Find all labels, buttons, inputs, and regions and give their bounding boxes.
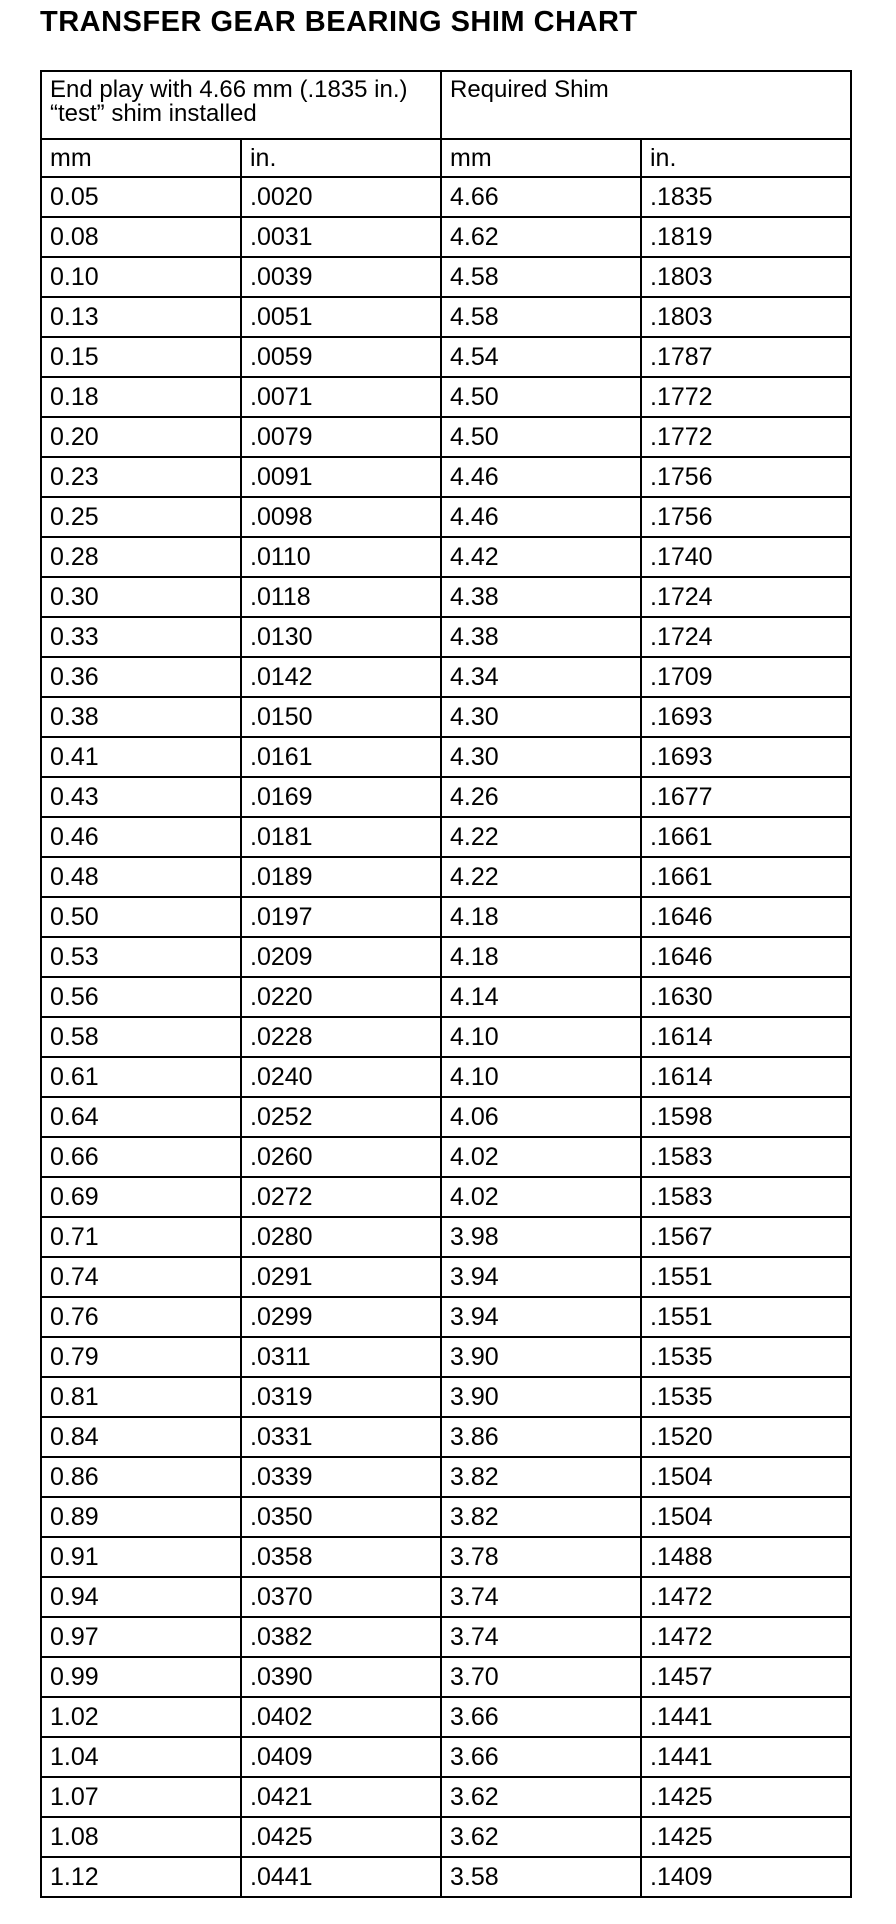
shim-mm-cell: 4.14 bbox=[441, 977, 641, 1017]
shim-mm-cell: 3.74 bbox=[441, 1617, 641, 1657]
endplay-mm-cell: 1.12 bbox=[41, 1857, 241, 1897]
table-row bbox=[41, 257, 851, 297]
shim-mm-cell: 3.62 bbox=[441, 1777, 641, 1817]
endplay-mm-cell: 0.46 bbox=[41, 817, 241, 857]
shim-chart-table bbox=[40, 70, 852, 1898]
endplay-in-cell: .0110 bbox=[241, 537, 441, 577]
shim-in-cell: .1504 bbox=[641, 1457, 851, 1497]
endplay-mm-cell: 0.30 bbox=[41, 577, 241, 617]
shim-in-cell: .1803 bbox=[641, 257, 851, 297]
endplay-mm-cell: 0.97 bbox=[41, 1617, 241, 1657]
table-row bbox=[41, 1777, 851, 1817]
endplay-mm-cell: 0.23 bbox=[41, 457, 241, 497]
shim-mm-cell: 4.06 bbox=[441, 1097, 641, 1137]
endplay-mm-cell: 1.08 bbox=[41, 1817, 241, 1857]
endplay-in-cell: .0370 bbox=[241, 1577, 441, 1617]
endplay-in-cell: .0181 bbox=[241, 817, 441, 857]
endplay-mm-cell: 0.25 bbox=[41, 497, 241, 537]
endplay-in-cell: .0079 bbox=[241, 417, 441, 457]
shim-mm-cell: 3.94 bbox=[441, 1297, 641, 1337]
endplay-in-cell: .0130 bbox=[241, 617, 441, 657]
table-row bbox=[41, 1417, 851, 1457]
endplay-in-cell: .0240 bbox=[241, 1057, 441, 1097]
shim-mm-cell: 4.46 bbox=[441, 457, 641, 497]
shim-in-cell: .1551 bbox=[641, 1257, 851, 1297]
shim-mm-cell: 4.62 bbox=[441, 217, 641, 257]
unit-in-endplay: in. bbox=[241, 139, 441, 177]
endplay-in-cell: .0331 bbox=[241, 1417, 441, 1457]
table-row bbox=[41, 1657, 851, 1697]
shim-mm-cell: 3.66 bbox=[441, 1737, 641, 1777]
endplay-in-cell: .0311 bbox=[241, 1337, 441, 1377]
endplay-in-cell: .0209 bbox=[241, 937, 441, 977]
shim-in-cell: .1803 bbox=[641, 297, 851, 337]
table-row bbox=[41, 1457, 851, 1497]
shim-in-cell: .1661 bbox=[641, 817, 851, 857]
shim-in-cell: .1756 bbox=[641, 457, 851, 497]
endplay-mm-cell: 0.94 bbox=[41, 1577, 241, 1617]
shim-in-cell: .1740 bbox=[641, 537, 851, 577]
shim-in-cell: .1488 bbox=[641, 1537, 851, 1577]
shim-in-cell: .1677 bbox=[641, 777, 851, 817]
endplay-mm-cell: 0.36 bbox=[41, 657, 241, 697]
shim-in-cell: .1409 bbox=[641, 1857, 851, 1897]
shim-in-cell: .1551 bbox=[641, 1297, 851, 1337]
shim-mm-cell: 3.82 bbox=[441, 1457, 641, 1497]
shim-mm-cell: 3.74 bbox=[441, 1577, 641, 1617]
endplay-mm-cell: 0.71 bbox=[41, 1217, 241, 1257]
table-row bbox=[41, 1497, 851, 1537]
shim-mm-cell: 4.58 bbox=[441, 257, 641, 297]
shim-mm-cell: 4.42 bbox=[441, 537, 641, 577]
table-row bbox=[41, 1737, 851, 1777]
shim-mm-cell: 3.94 bbox=[441, 1257, 641, 1297]
endplay-mm-cell: 0.66 bbox=[41, 1137, 241, 1177]
shim-mm-cell: 4.22 bbox=[441, 817, 641, 857]
endplay-mm-cell: 1.04 bbox=[41, 1737, 241, 1777]
shim-mm-cell: 4.34 bbox=[441, 657, 641, 697]
table-row bbox=[41, 417, 851, 457]
endplay-in-cell: .0272 bbox=[241, 1177, 441, 1217]
table-row bbox=[41, 1257, 851, 1297]
endplay-mm-cell: 0.41 bbox=[41, 737, 241, 777]
endplay-mm-cell: 0.69 bbox=[41, 1177, 241, 1217]
endplay-mm-cell: 0.89 bbox=[41, 1497, 241, 1537]
shim-in-cell: .1614 bbox=[641, 1017, 851, 1057]
shim-mm-cell: 3.98 bbox=[441, 1217, 641, 1257]
endplay-in-cell: .0291 bbox=[241, 1257, 441, 1297]
table-row bbox=[41, 857, 851, 897]
endplay-in-cell: .0091 bbox=[241, 457, 441, 497]
table-row bbox=[41, 1057, 851, 1097]
endplay-in-cell: .0118 bbox=[241, 577, 441, 617]
shim-mm-cell: 4.46 bbox=[441, 497, 641, 537]
shim-in-cell: .1661 bbox=[641, 857, 851, 897]
shim-mm-cell: 3.90 bbox=[441, 1337, 641, 1377]
table-row bbox=[41, 297, 851, 337]
table-row bbox=[41, 177, 851, 217]
shim-in-cell: .1457 bbox=[641, 1657, 851, 1697]
shim-mm-cell: 4.22 bbox=[441, 857, 641, 897]
shim-in-cell: .1772 bbox=[641, 377, 851, 417]
shim-in-cell: .1425 bbox=[641, 1777, 851, 1817]
table-row bbox=[41, 1537, 851, 1577]
shim-in-cell: .1425 bbox=[641, 1817, 851, 1857]
shim-mm-cell: 4.10 bbox=[441, 1017, 641, 1057]
endplay-mm-cell: 0.20 bbox=[41, 417, 241, 457]
table-row bbox=[41, 1377, 851, 1417]
shim-in-cell: .1646 bbox=[641, 937, 851, 977]
table-row bbox=[41, 1817, 851, 1857]
endplay-in-cell: .0280 bbox=[241, 1217, 441, 1257]
unit-mm-shim: mm bbox=[441, 139, 641, 177]
endplay-in-cell: .0189 bbox=[241, 857, 441, 897]
endplay-mm-cell: 0.91 bbox=[41, 1537, 241, 1577]
endplay-mm-cell: 0.05 bbox=[41, 177, 241, 217]
endplay-mm-cell: 0.99 bbox=[41, 1657, 241, 1697]
endplay-mm-cell: 0.61 bbox=[41, 1057, 241, 1097]
shim-mm-cell: 3.66 bbox=[441, 1697, 641, 1737]
endplay-in-cell: .0402 bbox=[241, 1697, 441, 1737]
shim-in-cell: .1819 bbox=[641, 217, 851, 257]
shim-in-cell: .1598 bbox=[641, 1097, 851, 1137]
endplay-in-cell: .0421 bbox=[241, 1777, 441, 1817]
endplay-in-cell: .0252 bbox=[241, 1097, 441, 1137]
endplay-mm-cell: 1.07 bbox=[41, 1777, 241, 1817]
endplay-in-cell: .0098 bbox=[241, 497, 441, 537]
endplay-in-cell: .0339 bbox=[241, 1457, 441, 1497]
endplay-in-cell: .0031 bbox=[241, 217, 441, 257]
shim-mm-cell: 4.38 bbox=[441, 617, 641, 657]
endplay-in-cell: .0319 bbox=[241, 1377, 441, 1417]
endplay-in-cell: .0197 bbox=[241, 897, 441, 937]
chart-body bbox=[41, 71, 851, 1897]
shim-mm-cell: 3.86 bbox=[441, 1417, 641, 1457]
endplay-mm-cell: 0.50 bbox=[41, 897, 241, 937]
endplay-mm-cell: 0.84 bbox=[41, 1417, 241, 1457]
table-row bbox=[41, 1857, 851, 1897]
units-row bbox=[41, 139, 851, 177]
shim-in-cell: .1535 bbox=[641, 1337, 851, 1377]
endplay-mm-cell: 0.86 bbox=[41, 1457, 241, 1497]
endplay-in-cell: .0228 bbox=[241, 1017, 441, 1057]
shim-mm-cell: 4.18 bbox=[441, 897, 641, 937]
shim-mm-cell: 4.26 bbox=[441, 777, 641, 817]
endplay-in-cell: .0220 bbox=[241, 977, 441, 1017]
shim-mm-cell: 3.70 bbox=[441, 1657, 641, 1697]
endplay-mm-cell: 0.28 bbox=[41, 537, 241, 577]
endplay-in-cell: .0382 bbox=[241, 1617, 441, 1657]
shim-in-cell: .1724 bbox=[641, 617, 851, 657]
shim-in-cell: .1583 bbox=[641, 1177, 851, 1217]
endplay-in-cell: .0169 bbox=[241, 777, 441, 817]
table-row bbox=[41, 817, 851, 857]
table-row bbox=[41, 937, 851, 977]
shim-in-cell: .1567 bbox=[641, 1217, 851, 1257]
table-row bbox=[41, 1177, 851, 1217]
shim-mm-cell: 4.50 bbox=[441, 377, 641, 417]
endplay-in-cell: .0039 bbox=[241, 257, 441, 297]
endplay-in-cell: .0409 bbox=[241, 1737, 441, 1777]
endplay-mm-cell: 0.38 bbox=[41, 697, 241, 737]
endplay-mm-cell: 0.10 bbox=[41, 257, 241, 297]
endplay-mm-cell: 0.79 bbox=[41, 1337, 241, 1377]
endplay-mm-cell: 0.81 bbox=[41, 1377, 241, 1417]
shim-mm-cell: 4.54 bbox=[441, 337, 641, 377]
shim-in-cell: .1693 bbox=[641, 697, 851, 737]
shim-in-cell: .1583 bbox=[641, 1137, 851, 1177]
table-row bbox=[41, 697, 851, 737]
shim-mm-cell: 4.50 bbox=[441, 417, 641, 457]
shim-in-cell: .1441 bbox=[641, 1737, 851, 1777]
endplay-mm-cell: 0.48 bbox=[41, 857, 241, 897]
page-title: TRANSFER GEAR BEARING SHIM CHART bbox=[40, 6, 638, 38]
endplay-in-cell: .0051 bbox=[241, 297, 441, 337]
endplay-in-cell: .0150 bbox=[241, 697, 441, 737]
table-row bbox=[41, 217, 851, 257]
shim-mm-cell: 4.02 bbox=[441, 1137, 641, 1177]
endplay-in-cell: .0441 bbox=[241, 1857, 441, 1897]
table-row bbox=[41, 617, 851, 657]
table-row bbox=[41, 1017, 851, 1057]
shim-mm-cell: 3.62 bbox=[441, 1817, 641, 1857]
endplay-in-cell: .0425 bbox=[241, 1817, 441, 1857]
shim-mm-cell: 3.90 bbox=[441, 1377, 641, 1417]
shim-in-cell: .1835 bbox=[641, 177, 851, 217]
endplay-mm-cell: 0.56 bbox=[41, 977, 241, 1017]
shim-mm-cell: 3.82 bbox=[441, 1497, 641, 1537]
shim-mm-cell: 4.02 bbox=[441, 1177, 641, 1217]
shim-mm-cell: 3.58 bbox=[441, 1857, 641, 1897]
endplay-mm-cell: 0.13 bbox=[41, 297, 241, 337]
endplay-mm-cell: 0.43 bbox=[41, 777, 241, 817]
shim-mm-cell: 4.10 bbox=[441, 1057, 641, 1097]
endplay-in-cell: .0142 bbox=[241, 657, 441, 697]
table-row bbox=[41, 1337, 851, 1377]
endplay-mm-cell: 0.33 bbox=[41, 617, 241, 657]
endplay-mm-cell: 0.76 bbox=[41, 1297, 241, 1337]
shim-in-cell: .1472 bbox=[641, 1617, 851, 1657]
table-row bbox=[41, 537, 851, 577]
table-row bbox=[41, 977, 851, 1017]
shim-mm-cell: 3.78 bbox=[441, 1537, 641, 1577]
header-row bbox=[41, 71, 851, 139]
shim-in-cell: .1709 bbox=[641, 657, 851, 697]
table-row bbox=[41, 337, 851, 377]
endplay-mm-cell: 0.08 bbox=[41, 217, 241, 257]
shim-in-cell: .1772 bbox=[641, 417, 851, 457]
table-row bbox=[41, 1577, 851, 1617]
endplay-in-cell: .0299 bbox=[241, 1297, 441, 1337]
shim-in-cell: .1693 bbox=[641, 737, 851, 777]
endplay-mm-cell: 0.64 bbox=[41, 1097, 241, 1137]
endplay-mm-cell: 1.02 bbox=[41, 1697, 241, 1737]
shim-in-cell: .1520 bbox=[641, 1417, 851, 1457]
endplay-in-cell: .0350 bbox=[241, 1497, 441, 1537]
endplay-in-cell: .0390 bbox=[241, 1657, 441, 1697]
shim-in-cell: .1630 bbox=[641, 977, 851, 1017]
endplay-in-cell: .0071 bbox=[241, 377, 441, 417]
table-row bbox=[41, 1097, 851, 1137]
endplay-in-cell: .0260 bbox=[241, 1137, 441, 1177]
end-play-header: End play with 4.66 mm (.1835 in.) “test” shim installed bbox=[41, 71, 441, 139]
required-shim-header: Required Shim bbox=[441, 71, 851, 139]
shim-in-cell: .1724 bbox=[641, 577, 851, 617]
table-row bbox=[41, 497, 851, 537]
shim-mm-cell: 4.30 bbox=[441, 697, 641, 737]
table-row bbox=[41, 1137, 851, 1177]
endplay-mm-cell: 0.18 bbox=[41, 377, 241, 417]
endplay-in-cell: .0020 bbox=[241, 177, 441, 217]
shim-in-cell: .1787 bbox=[641, 337, 851, 377]
shim-mm-cell: 4.38 bbox=[441, 577, 641, 617]
table-row bbox=[41, 1217, 851, 1257]
table-row bbox=[41, 577, 851, 617]
shim-in-cell: .1441 bbox=[641, 1697, 851, 1737]
table-row bbox=[41, 1697, 851, 1737]
table-row bbox=[41, 737, 851, 777]
shim-in-cell: .1504 bbox=[641, 1497, 851, 1537]
unit-in-shim: in. bbox=[641, 139, 851, 177]
endplay-in-cell: .0358 bbox=[241, 1537, 441, 1577]
shim-in-cell: .1646 bbox=[641, 897, 851, 937]
shim-mm-cell: 4.18 bbox=[441, 937, 641, 977]
shim-in-cell: .1535 bbox=[641, 1377, 851, 1417]
table-row bbox=[41, 777, 851, 817]
shim-in-cell: .1614 bbox=[641, 1057, 851, 1097]
table-row bbox=[41, 1297, 851, 1337]
endplay-mm-cell: 0.15 bbox=[41, 337, 241, 377]
shim-in-cell: .1472 bbox=[641, 1577, 851, 1617]
shim-mm-cell: 4.30 bbox=[441, 737, 641, 777]
table-row bbox=[41, 657, 851, 697]
endplay-in-cell: .0059 bbox=[241, 337, 441, 377]
table-row bbox=[41, 377, 851, 417]
shim-mm-cell: 4.66 bbox=[441, 177, 641, 217]
table-row bbox=[41, 457, 851, 497]
shim-in-cell: .1756 bbox=[641, 497, 851, 537]
shim-mm-cell: 4.58 bbox=[441, 297, 641, 337]
endplay-mm-cell: 0.58 bbox=[41, 1017, 241, 1057]
endplay-mm-cell: 0.53 bbox=[41, 937, 241, 977]
unit-mm-endplay: mm bbox=[41, 139, 241, 177]
table-row bbox=[41, 1617, 851, 1657]
endplay-mm-cell: 0.74 bbox=[41, 1257, 241, 1297]
table-row bbox=[41, 897, 851, 937]
endplay-in-cell: .0161 bbox=[241, 737, 441, 777]
